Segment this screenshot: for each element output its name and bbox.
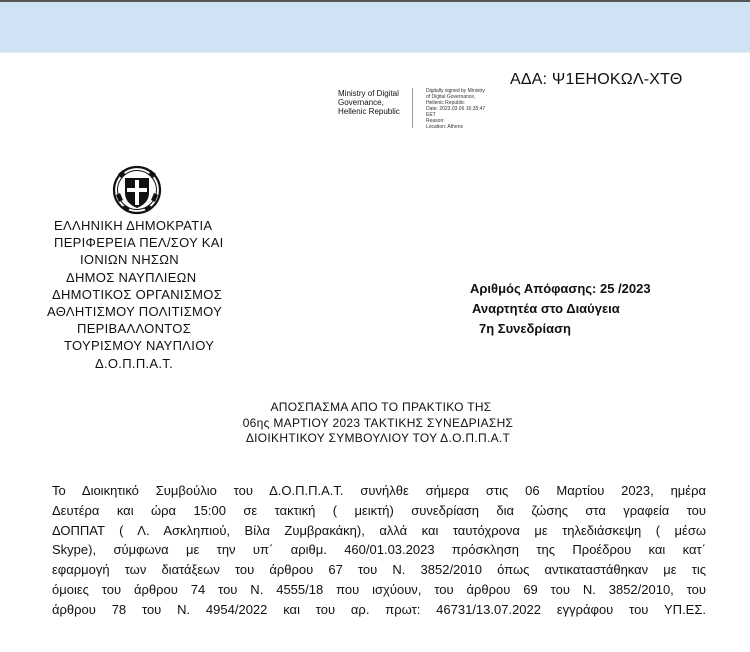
signature-signer-line: Hellenic Republic [338,107,400,116]
signature-detail-line: EET [426,112,436,118]
body-line: εφαρμογή των διατάξεων του άρθρου 67 του Ν. 3852/2010 όπως αντικαταστάθηκαν με τις [52,562,706,578]
title-line: 06ης ΜΑΡΤΙΟΥ 2023 ΤΑΚΤΙΚΗΣ ΣΥΝΕΔΡΙΑΣΗΣ [242,415,514,430]
title-line: ΔΙΟΙΚΗΤΙΚΟΥ ΣΥΜΒΟΥΛΙΟΥ ΤΟΥ Δ.Ο.Π.Π.Α.Τ [245,431,511,445]
body-line: Skype), σύμφωνα με την υπ΄ αριθμ. 460/01.03.2023 πρόσκληση της Προέδρου και κατ΄ [52,542,706,558]
body-line: Δευτέρα και ώρα 15:00 σε τακτική ( μεικτή) συνεδρίαση δια ζώσης στα γραφεία του [52,502,706,518]
body-line: ΔΟΠΠΑΤ ( Λ. Ασκληπιού, Βίλα Ζυμβρακάκη), αλλά και ταυτόχρονα με τηλεδιάσκεψη ( μέσω [52,522,706,538]
signature-signer-line: Governance, [338,98,384,107]
viewer-top-bar [0,0,750,52]
body-line: Το Διοικητικό Συμβούλιο του Δ.Ο.Π.Π.Α.Τ. συνήλθε σήμερα στις 06 Μαρτίου 2023, ημέρα [52,483,706,498]
authority-line: ΔΗΜΟΣ ΝΑΥΠΛΙΕΩΝ [66,269,197,285]
body-line: όμοιες του άρθρου 74 του Ν. 4555/18 που ισχύουν, του άρθρου 69 του Ν. 3852/2010, του [52,581,706,597]
signature-detail-line: Digitally signed by Ministry [426,88,485,94]
signature-detail-line: Reason: [426,118,445,124]
body-line: άρθρου 78 του Ν. 4954/2022 και του αρ. πρωτ: 46731/13.07.2022 εγγράφου του ΥΠ.ΕΣ. [52,601,706,617]
decision-number: Αριθμός Απόφασης: 25 /2023 [470,281,651,296]
authority-line: ΙΟΝΙΩΝ ΝΗΣΩΝ [80,252,179,268]
signature-detail-line: Location: Athens [426,124,463,130]
signature-divider [412,88,413,128]
decision-info-block [470,279,651,339]
authority-line: ΠΕΡΙΒΑΛΛΟΝΤΟΣ [77,321,192,337]
authority-line: Δ.Ο.Π.Π.Α.Τ. [95,355,174,371]
authority-line: ΔΗΜΟΤΙΚΟΣ ΟΡΓΑΝΙΣΜΟΣ [52,286,223,302]
signature-detail-line: of Digital Governance, [426,94,476,100]
authority-line: ΕΛΛΗΝΙΚΗ ΔΗΜΟΚΡΑΤΙΑ [54,218,213,233]
diavgeia-note: Αναρτητέα στο Διαύγεια [472,301,620,316]
signature-signer [338,89,400,116]
signature-details [426,88,485,130]
signature-signer-line: Ministry of Digital [338,89,399,98]
signature-detail-line: Date: 2023.03.06 16:35:47 [426,106,486,112]
ada-code: ΑΔΑ: Ψ1ΕΗΟΚΩΛ-ΧΤΘ [510,71,683,88]
authority-line: ΑΘΛΗΤΙΣΜΟΥ ΠΟΛΙΤΙΣΜΟΥ [47,304,223,320]
session-number: 7η Συνεδρίαση [479,321,571,336]
body-paragraph [52,481,706,620]
title-line: ΑΠΟΣΠΑΣΜΑ ΑΠΟ ΤΟ ΠΡΑΚΤΙΚΟ ΤΗΣ [270,400,492,414]
authority-line: ΠΕΡΙΦΕΡΕΙΑ ΠΕΛ/ΣΟΥ ΚΑΙ [54,235,224,251]
greek-coat-of-arms-icon [110,165,164,215]
page-top-edge [0,52,750,57]
authority-line: ΤΟΥΡΙΣΜΟΥ ΝΑΥΠΛΙΟΥ [64,338,215,354]
document-title [0,400,750,447]
issuing-authority-block [40,217,260,372]
signature-detail-line: Hellenic Republic [426,100,465,106]
